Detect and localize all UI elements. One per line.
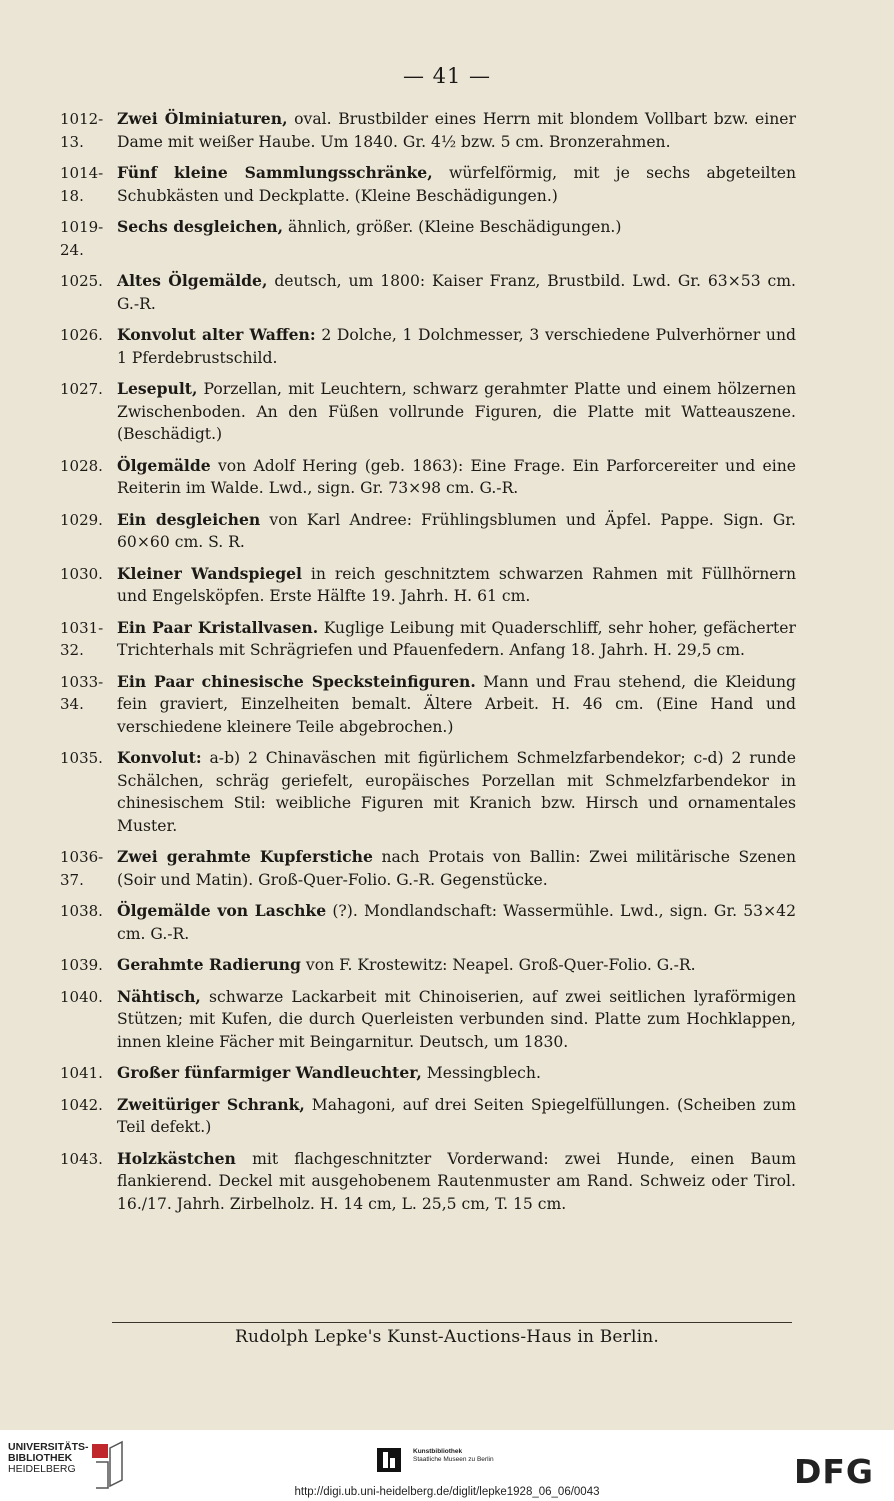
lot-text: a-b) 2 Chinaväschen mit figürlichem Schmelzfarbendekor; c-d) 2 runde Schälchen, schräg geriefelt, europäisches Porzellan mit Schmelzfarbendekor in chinesischem Stil: weibliche Figuren mit Kranich bzw. Hirsch und ornamentales Muster. <box>117 749 796 835</box>
lot-description <box>117 671 796 739</box>
catalog-entries <box>60 108 796 1224</box>
catalog-entry <box>60 986 796 1054</box>
catalog-entry <box>60 1148 796 1216</box>
lot-description <box>117 954 796 977</box>
lot-text: 2 Dolche, 1 Dolchmesser, 3 verschiedene Pulverhörner und 1 Pferdebrustschild. <box>117 326 796 367</box>
lot-number: 1035. <box>60 749 103 767</box>
lot-number: 1038. <box>60 902 103 920</box>
lot-number: 1036-37. <box>60 848 104 889</box>
lot-title: Ein Paar chinesische Specksteinfiguren. <box>117 671 476 691</box>
dfg-logo[interactable]: DFG <box>794 1452 875 1491</box>
catalog-entry <box>60 162 796 207</box>
university-library-logo[interactable] <box>8 1442 89 1475</box>
lot-number: 1026. <box>60 326 103 344</box>
lot-title: Gerahmte Radierung <box>117 955 301 974</box>
lot-text: (?). Mondlandschaft: Wassermühle. Lwd., sign. Gr. 53×42 cm. G.-R. <box>117 902 796 943</box>
lot-description <box>117 1094 796 1139</box>
catalog-entry <box>60 671 796 739</box>
lot-description <box>117 747 796 837</box>
lot-description <box>117 108 796 153</box>
lot-number: 1014-18. <box>60 164 104 205</box>
lot-description <box>117 509 796 554</box>
lot-text: mit flachgeschnitzter Vorderwand: zwei Hunde, einen Baum flankierend. Deckel mit ausgehobenem Rautenmuster am Rand. Schweiz oder Tirol. 16./17. Jahrh. Zirbelholz. H. 14 cm, L. 25,5 cm, T. 15 cm. <box>117 1149 796 1213</box>
lot-number: 1042. <box>60 1095 103 1114</box>
lot-title: Ölgemälde von Laschke <box>117 901 327 920</box>
catalog-entry <box>60 216 796 261</box>
catalog-entry <box>60 455 796 500</box>
lot-number: 1030. <box>60 564 103 583</box>
lot-title: Fünf kleine Sammlungsschränke, <box>117 163 433 182</box>
lot-number: 1027. <box>60 380 103 398</box>
lot-text: Porzellan, mit Leuchtern, schwarz gerahmter Platte und einem hölzernen Zwischenboden. An den Füßen vollrunde Figuren, die Platte mit Watteauszene. (Beschädigt.) <box>117 380 796 443</box>
catalog-entry <box>60 1062 796 1085</box>
catalog-entry <box>60 270 796 315</box>
lot-description <box>117 1062 796 1085</box>
university-logo-line: UNIVERSITÄTS- <box>8 1441 89 1453</box>
lot-title: Nähtisch, <box>117 986 201 1006</box>
lot-text: Mann und Frau stehend, die Kleidung fein graviert, Einzelheiten bemalt. Ältere Arbeit. H. 46 cm. (Eine Hand und verschiedene kleinere Teile abgebrochen.) <box>117 672 797 736</box>
lot-title: Konvolut alter Waffen: <box>117 325 316 344</box>
university-mark-icon <box>90 1440 124 1492</box>
lot-text: würfelförmig, mit je sechs abgeteilten Schubkästen und Deckplatte. (Kleine Beschädigungen.) <box>117 164 796 205</box>
catalog-entry <box>60 324 796 369</box>
catalog-entry <box>60 617 796 662</box>
lot-text: von F. Krostewitz: Neapel. Groß-Quer-Folio. G.-R. <box>300 956 696 974</box>
lot-description <box>117 270 796 315</box>
lot-description <box>117 563 796 608</box>
lot-description <box>117 324 796 369</box>
catalog-entry <box>60 108 796 153</box>
catalog-entry <box>60 900 796 945</box>
publisher-footer: Rudolph Lepke's Kunst-Auctions-Haus in Berlin. <box>234 1327 660 1347</box>
lot-number: 1019-24. <box>60 218 104 259</box>
lot-text: von Karl Andree: Frühlingsblumen und Äpfel. Pappe. Sign. Gr. 60×60 cm. S. R. <box>117 510 796 551</box>
catalog-entry <box>60 1094 796 1139</box>
kunstbibliothek-label <box>413 1448 494 1464</box>
lot-description <box>117 900 796 945</box>
lot-description <box>117 162 796 207</box>
lot-text: ähnlich, größer. (Kleine Beschädigungen.) <box>283 218 622 236</box>
lot-title: Zwei Ölminiaturen, <box>117 109 288 128</box>
lot-text: oval. Brustbilder eines Herrn mit blondem Vollbart bzw. einer Dame mit weißer Haube. Um 1840. Gr. 4½ bzw. 5 cm. Bronzerahmen. <box>117 110 796 151</box>
lot-number: 1028. <box>60 456 103 475</box>
lot-text: deutsch, um 1800: Kaiser Franz, Brustbild. Lwd. Gr. 63×53 cm. G.-R. <box>117 272 796 313</box>
lot-text: nach Protais von Ballin: Zwei militärische Szenen (Soir und Matin). Groß-Quer-Folio. G.-R. Gegenstücke. <box>117 848 796 889</box>
lot-text: Kuglige Leibung mit Quaderschliff, sehr hoher, gefächerter Trichterhals mit Schrägriefen und Pfauenfedern. Anfang 18. Jahrh. H. 29,5 cm. <box>117 618 796 659</box>
kunstbibliothek-name: Kunstbibliothek <box>413 1448 463 1455</box>
lot-description <box>117 378 796 446</box>
catalog-entry <box>60 846 796 891</box>
lot-number: 1031-32. <box>60 618 104 659</box>
lot-title: Großer fünfarmiger Wandleuchter, <box>117 1063 422 1082</box>
lot-title: Ein Paar Kristallvasen. <box>117 617 319 637</box>
catalog-entry <box>60 747 796 837</box>
lot-description <box>117 846 796 891</box>
university-logo-line: BIBLIOTHEK <box>8 1452 73 1464</box>
lot-title: Zwei gerahmte Kupferstiche <box>117 847 373 866</box>
lot-title: Ein desgleichen <box>117 509 261 529</box>
lot-title: Holzkästchen <box>117 1148 236 1168</box>
lot-number: 1012-13. <box>60 110 104 151</box>
lot-number: 1029. <box>60 510 103 529</box>
lot-title: Altes Ölgemälde, <box>117 271 268 290</box>
lot-description <box>117 986 796 1054</box>
lot-description <box>117 455 796 500</box>
catalog-entry <box>60 563 796 608</box>
kunstbibliothek-sub: Staatliche Museen zu Berlin <box>413 1456 494 1463</box>
lot-title: Ölgemälde <box>117 455 211 475</box>
lot-description <box>117 617 796 662</box>
lot-text: in reich geschnitztem schwarzen Rahmen mit Füllhörnern und Engelsköpfen. Erste Hälfte 19. Jahrh. H. 61 cm. <box>117 564 796 605</box>
lot-title: Konvolut: <box>117 748 202 767</box>
lot-number: 1041. <box>60 1064 103 1082</box>
source-url-link[interactable]: http://digi.ub.uni-heidelberg.de/diglit/lepke1928_06_06/0043 <box>294 1486 600 1498</box>
lot-text: von Adolf Hering (geb. 1863): Eine Frage. Ein Parforcereiter und eine Reiterin im Walde. Lwd., sign. Gr. 73×98 cm. G.-R. <box>117 456 796 497</box>
lot-text: Mahagoni, auf drei Seiten Spiegelfüllungen. (Scheiben zum Teil defekt.) <box>117 1095 796 1136</box>
footer-rule <box>112 1322 792 1323</box>
lot-title: Zweitüriger Schrank, <box>117 1094 305 1114</box>
catalog-entry <box>60 378 796 446</box>
university-logo-line: HEIDELBERG <box>8 1463 76 1475</box>
lot-number: 1040. <box>60 987 103 1006</box>
digitization-bar <box>0 1430 894 1501</box>
lot-description <box>117 216 796 239</box>
lot-number: 1025. <box>60 272 103 290</box>
kunstbibliothek-logo-icon[interactable] <box>377 1448 401 1472</box>
lot-title: Sechs desgleichen, <box>117 217 284 236</box>
lot-title: Lesepult, <box>117 379 198 398</box>
lot-number: 1039. <box>60 956 103 974</box>
lot-text: Messingblech. <box>421 1064 541 1082</box>
catalog-entry <box>60 954 796 977</box>
lot-number: 1043. <box>60 1149 103 1168</box>
lot-text: schwarze Lackarbeit mit Chinoiserien, auf zwei seitlichen lyraförmigen Stützen; mit Kufen, die durch Querleisten verbunden sind. Platte zum Hochklappen, innen kleine Fächer mit Beingarnitur. Deutsch, um 1830. <box>117 987 796 1051</box>
lot-number: 1033-34. <box>60 672 104 713</box>
catalog-entry <box>60 509 796 554</box>
lot-description <box>117 1148 796 1216</box>
page-number: — 41 — <box>402 64 492 88</box>
lot-title: Kleiner Wandspiegel <box>117 563 302 583</box>
